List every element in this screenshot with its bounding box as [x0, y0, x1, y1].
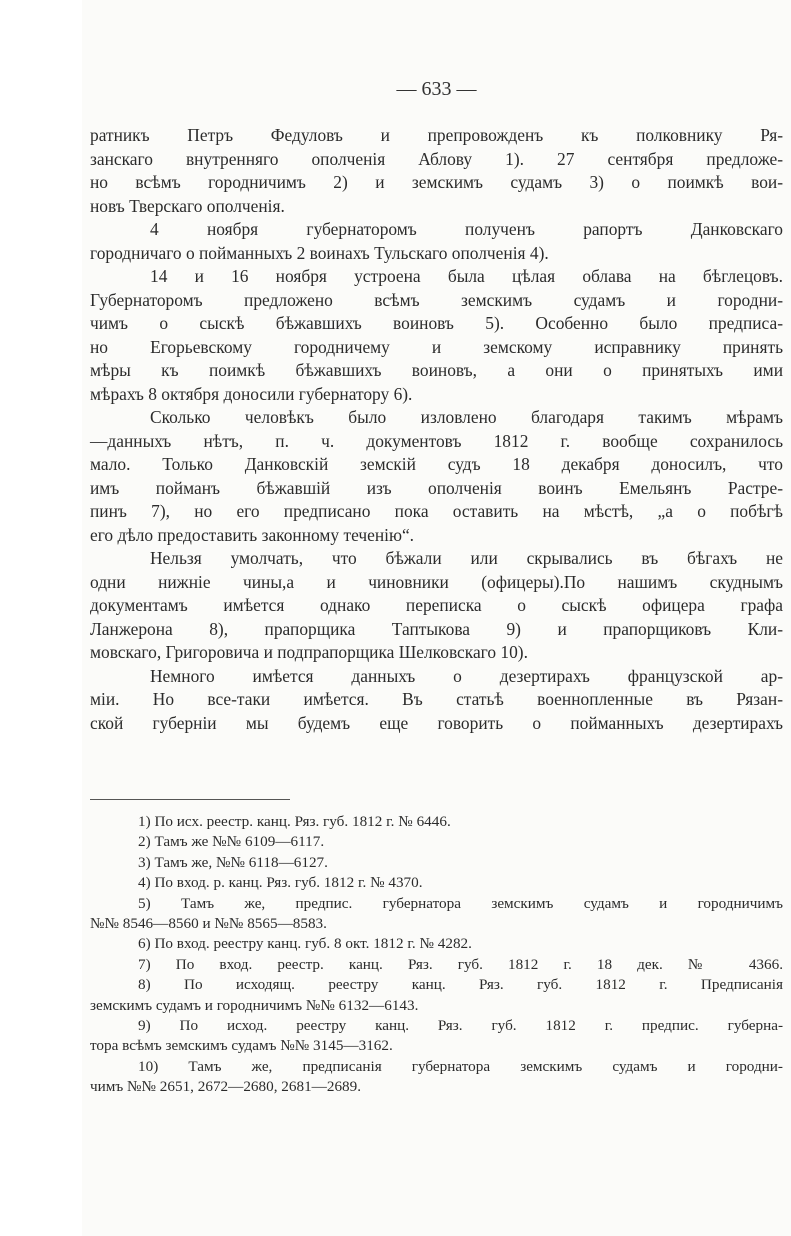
text-line: документамъ имѣется однако переписка о сыскѣ офицера графа — [90, 595, 783, 615]
footnote — [90, 894, 783, 935]
footnote-line: 8) По исходящ. реестру канц. Ряз. губ. 1812 г. Предписанія — [138, 976, 783, 994]
text-line: Сколько человѣкъ было изловлено благодаря такимъ мѣрамъ — [150, 407, 783, 427]
footnote-divider — [90, 799, 290, 800]
footnote-line: 5) Тамъ же, предпис. губернатора земскимъ судамъ и городничимъ — [138, 894, 783, 912]
footnote: 3) Тамъ же, №№ 6118—6127. — [138, 853, 328, 871]
footnote — [90, 1057, 783, 1098]
text-line: Ланжерона 8), прапорщика Таптыкова 9) и прапорщиковъ Кли- — [90, 618, 783, 639]
text-line: но всѣмъ городничимъ 2) и земскимъ судамъ 3) о поимкѣ вои- — [90, 172, 783, 192]
footnote-line: 9) По исход. реестру канц. Ряз. губ. 1812 г. предпис. губерна- — [138, 1017, 783, 1035]
paragraph — [90, 665, 783, 736]
footnotes — [90, 812, 783, 1098]
footnote-line: чимъ №№ 2651, 2672—2680, 2681—2689. — [90, 1078, 362, 1096]
text-line: чимъ о сыскѣ бѣжавшихъ воиновъ 5). Особенно было предписа- — [90, 313, 783, 333]
book-page — [82, 0, 791, 1236]
footnote — [90, 975, 783, 1016]
text-line: 4 ноября губернаторомъ полученъ рапортъ Данковскаго — [150, 219, 783, 239]
footnote: 7) По вход. реестр. канц. Ряз. губ. 1812 г. 18 дек. № 4366. — [138, 955, 783, 973]
text-line: мѣры къ поимкѣ бѣжавшихъ воиновъ, а они о принятыхъ ими — [90, 360, 783, 380]
footnote: 2) Тамъ же №№ 6109—6117. — [138, 833, 325, 851]
text-line: занскаго внутренняго ополченія Аблову 1). 27 сентября предложе- — [90, 148, 783, 169]
footnote — [90, 1016, 783, 1057]
footnote-line: земскимъ судамъ и городничимъ №№ 6132—6143. — [90, 996, 419, 1014]
footnote-line: тора всѣмъ земскимъ судамъ №№ 3145—3162. — [90, 1037, 393, 1055]
text-line: имъ пойманъ бѣжавшій изъ ополченія воинъ Емельянъ Растре- — [90, 477, 783, 498]
text-line: новъ Тверскаго ополченія. — [90, 195, 285, 216]
text-line: Нельзя умолчать, что бѣжали или скрывались въ бѣгахъ не — [150, 548, 783, 568]
page-number: — 633 — — [396, 78, 477, 100]
footnote-line: 10) Тамъ же, предписанія губернатора земскимъ судамъ и городни- — [138, 1057, 783, 1075]
text-line: —данныхъ нѣтъ, п. ч. документовъ 1812 г. вообще сохранилось — [90, 430, 783, 451]
paragraph — [90, 265, 783, 406]
text-line: ской губерніи мы будемъ еще говорить о пойманныхъ дезертирахъ — [90, 712, 783, 733]
paragraph — [90, 406, 783, 547]
text-line: 14 и 16 ноября устроена была цѣлая облава на бѣглецовъ. — [150, 266, 783, 286]
text-line: мѣрахъ 8 октября доносили губернатору 6). — [90, 383, 413, 404]
footnote: 1) По исх. реестр. канц. Ряз. губ. 1812 г. № 6446. — [138, 813, 451, 830]
text-line: Немного имѣется данныхъ о дезертирахъ французской ар- — [150, 665, 783, 686]
paragraph — [90, 547, 783, 665]
text-line: міи. Но все-таки имѣется. Въ статьѣ военнопленные въ Рязан- — [90, 689, 783, 709]
text-line: городничаго о пойманныхъ 2 воинахъ Тульскаго ополченія 4). — [90, 242, 549, 263]
footnote-line: №№ 8546—8560 и №№ 8565—8583. — [90, 915, 327, 933]
paragraph — [90, 124, 783, 218]
text-line: но Егорьевскому городничему и земскому исправнику принять — [90, 336, 783, 357]
text-line: одни нижніе чины,а и чиновники (офицеры).По нашимъ скуднымъ — [90, 571, 783, 592]
main-text — [90, 124, 783, 735]
paragraph — [90, 218, 783, 265]
text-line: мало. Только Данковскій земскій судъ 18 декабря доносилъ, что — [90, 454, 783, 474]
text-line: Губернаторомъ предложено всѣмъ земскимъ судамъ и городни- — [90, 289, 783, 310]
text-line: пинъ 7), но его предписано пока оставить на мѣстѣ, „а о побѣгѣ — [90, 501, 783, 521]
text-line: мовскаго, Григоровича и подпрапорщика Шелковскаго 10). — [90, 642, 528, 662]
text-line: ратникъ Петръ Федуловъ и препровожденъ къ полковнику Ря- — [90, 125, 783, 145]
footnote: 4) По вход. р. канц. Ряз. губ. 1812 г. № 4370. — [138, 874, 423, 892]
footnote: 6) По вход. реестру канц. губ. 8 окт. 1812 г. № 4282. — [138, 935, 472, 953]
text-line: его дѣло предоставить законному теченію“. — [90, 524, 415, 545]
